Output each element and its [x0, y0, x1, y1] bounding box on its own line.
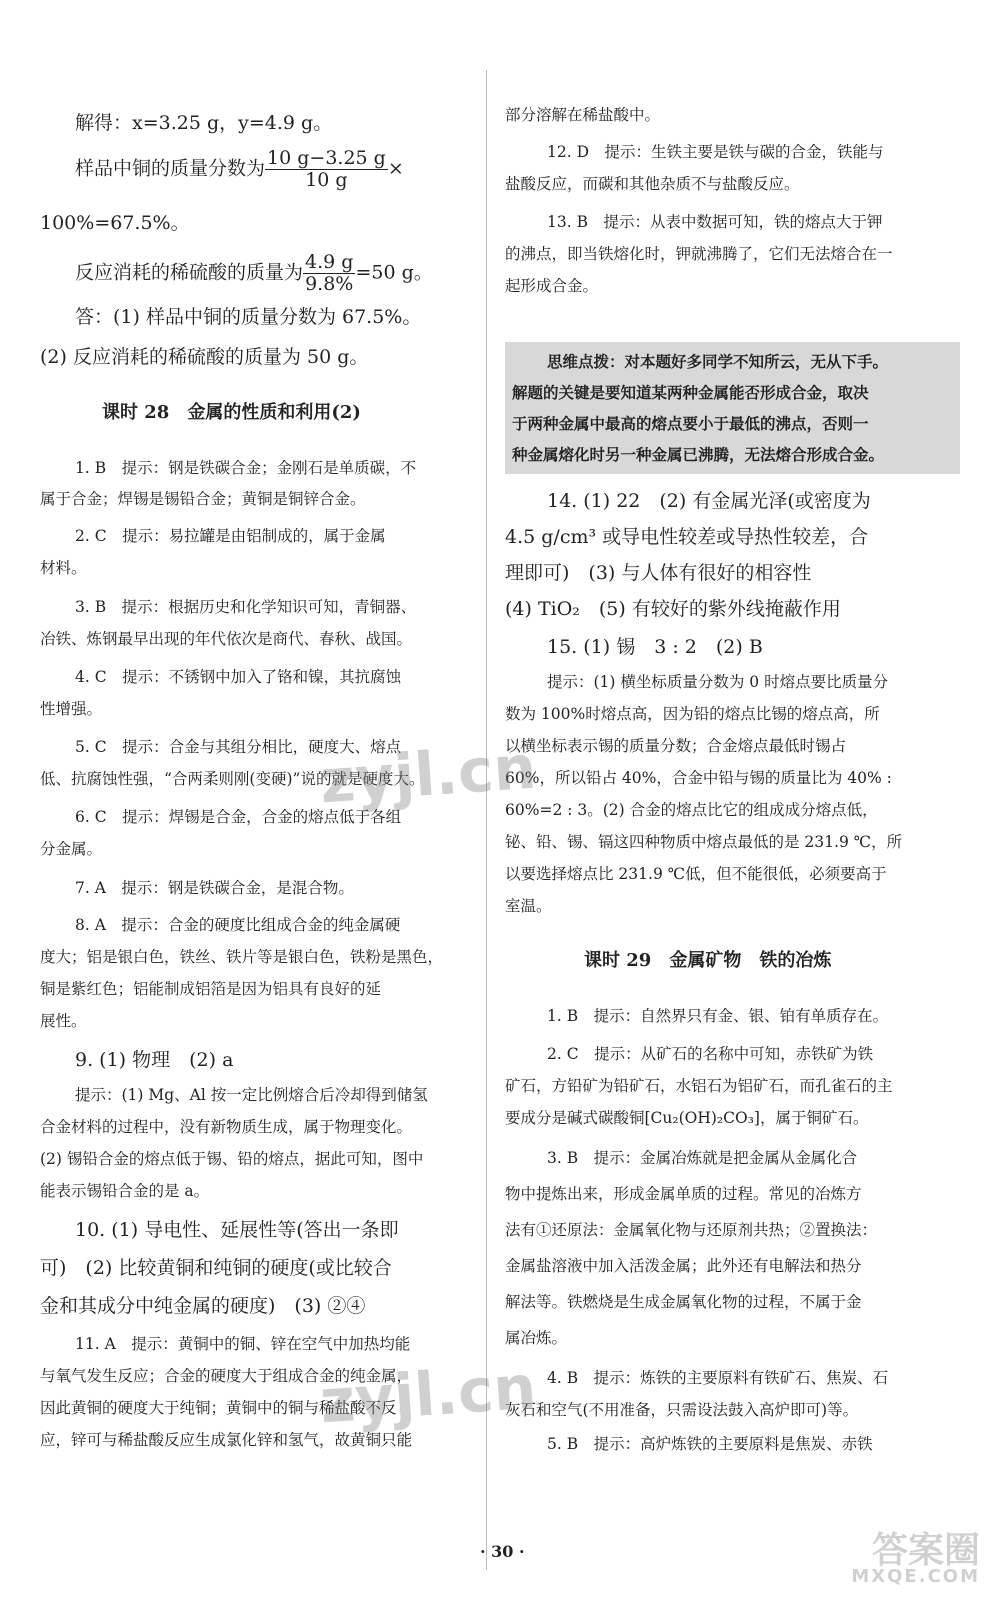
list-item: 理即可) (3) 与人体有很好的相容性 [505, 562, 812, 584]
list-item: 要成分是碱式碳酸铜[Cu₂(OH)₂CO₃]，属于铜矿石。 [505, 1109, 869, 1127]
list-item: 可) (2) 比较黄铜和纯铜的硬度(或比较合 [40, 1257, 392, 1279]
list-item: 2. C 提示：从矿石的名称中可知，赤铁矿为铁 [547, 1045, 874, 1063]
section-title-28: 课时 28 金属的性质和利用(2) [102, 402, 361, 423]
list-item: 部分溶解在稀盐酸中。 [505, 106, 661, 124]
list-item: 5. B 提示：高炉炼铁的主要原料是焦炭、赤铁 [547, 1435, 873, 1453]
list-item: 14. (1) 22 (2) 有金属光泽(或密度为 [547, 490, 871, 512]
list-item: 提示：(1) 横坐标质量分数为 0 时熔点要比质量分 [547, 673, 889, 691]
list-item: 铋、铅、锡、镉这四种物质中熔点最低的是 231.9 ℃，所 [505, 833, 903, 851]
list-item: 应，锌可与稀盐酸反应生成氯化锌和氢气，故黄铜只能 [40, 1431, 413, 1449]
acid-mass-result: =50 g。 [355, 261, 433, 284]
list-item: 10. (1) 导电性、延展性等(答出一条即 [75, 1219, 399, 1241]
logo-title: 答案圈 [871, 1530, 980, 1571]
list-item: 的沸点，即当铁熔化时，钾就沸腾了，它们无法熔合在一 [505, 245, 893, 263]
list-item: 提示：(1) Mg、Al 按一定比例熔合后冷却得到储氢 [75, 1086, 428, 1104]
list-item: 3. B 提示：金属冶炼就是把金属从金属化合 [547, 1149, 858, 1167]
solution-line: 解得：x=3.25 g，y=4.9 g。 [75, 112, 333, 134]
list-item: 13. B 提示：从表中数据可知，铁的熔点大于钾 [547, 213, 883, 231]
acid-mass-line [75, 252, 433, 295]
answer-line-1: 答：(1) 样品中铜的质量分数为 67.5%。 [75, 306, 422, 328]
tip-line: 思维点拨：对本题好多同学不知所云，无从下手。 [547, 352, 889, 371]
list-item: 因此黄铜的硬度大于纯铜；黄铜中的铜与稀盐酸不反 [40, 1399, 397, 1417]
fraction-1-denominator: 10 g [305, 168, 348, 191]
watermark-text: zyjl.cn [317, 732, 539, 818]
list-item: 法有①还原法：金属氧化物与还原剂共热；②置换法： [505, 1221, 878, 1239]
list-item: 矿石，方铅矿为铅矿石，水铝石为铝矿石，而孔雀石的主 [505, 1077, 893, 1095]
list-item: 合金材料的过程中，没有新物质生成，属于物理变化。 [40, 1118, 413, 1136]
list-item: 金属盐溶液中加入活泼金属；此外还有电解法和热分 [505, 1257, 862, 1275]
list-item: 1. B 提示：自然界只有金、银、铂有单质存在。 [547, 1007, 889, 1025]
list-item: 4.5 g/cm³ 或导电性较差或导热性较差，合 [505, 526, 869, 548]
list-item: (4) TiO₂ (5) 有较好的紫外线掩蔽作用 [505, 598, 841, 620]
section-title-29: 课时 29 金属矿物 铁的冶炼 [584, 950, 832, 971]
times-sign: × [387, 157, 404, 180]
answer-line-2: (2) 反应消耗的稀硫酸的质量为 50 g。 [40, 346, 369, 368]
list-item: 度大；铝是银白色，铁丝、铁片等是银白色，铁粉是黑色， [40, 948, 444, 966]
acid-mass-label: 反应消耗的稀硫酸的质量为 [75, 261, 304, 284]
list-item: 以横坐标表示锡的质量分数；合金熔点最低时锡占 [505, 737, 847, 755]
list-item: 属于合金；焊锡是锡铅合金；黄铜是铜锌合金。 [40, 490, 366, 508]
list-item: 9. (1) 物理 (2) a [75, 1049, 234, 1071]
list-item: 材料。 [40, 559, 87, 577]
list-item: 展性。 [40, 1012, 87, 1030]
tip-line: 种金属熔化时另一种金属已沸腾，无法熔合形成合金。 [512, 445, 885, 464]
list-item: 铜是紫红色；铝能制成铝箔是因为铝具有良好的延 [40, 980, 382, 998]
list-item: 2. C 提示：易拉罐是由铝制成的，属于金属 [75, 527, 386, 545]
list-item: 12. D 提示：生铁主要是铁与碳的合金，铁能与 [547, 143, 884, 161]
watermark-text: zyjl.cn [317, 1352, 539, 1438]
fraction-2 [303, 252, 355, 295]
logo-url: MXQE.COM [851, 1566, 980, 1587]
list-item: 起形成合金。 [505, 277, 599, 295]
list-item: 能表示锡铅合金的是 a。 [40, 1182, 210, 1200]
list-item: 分金属。 [40, 840, 103, 858]
list-item: 盐酸反应，而碳和其他杂质不与盐酸反应。 [505, 175, 800, 193]
list-item: 6. C 提示：焊锡是合金，合金的熔点低于各组 [75, 808, 402, 826]
list-item: 7. A 提示：钢是铁碳合金，是混合物。 [75, 879, 354, 897]
list-item: 4. B 提示：炼铁的主要原料有铁矿石、焦炭、石 [547, 1369, 889, 1387]
watermark-logo [770, 1522, 990, 1592]
list-item: 以要选择熔点比 231.9 ℃低，但不能很低，必须要高于 [505, 865, 887, 883]
fraction-2-denominator: 9.8% [305, 272, 354, 295]
mass-fraction-label: 样品中铜的质量分数为 [75, 157, 266, 180]
list-item: 3. B 提示：根据历史和化学知识可知，青铜器、 [75, 598, 417, 616]
list-item: 1. B 提示：钢是铁碳合金；金刚石是单质碳，不 [75, 459, 417, 477]
list-item: 15. (1) 锡 3 : 2 (2) B [547, 636, 763, 658]
tip-line: 解题的关键是要知道某两种金属能否形成合金，取决 [512, 383, 869, 402]
list-item: 11. A 提示：黄铜中的铜、锌在空气中加热均能 [75, 1335, 411, 1353]
list-item: (2) 锡铅合金的熔点低于锡、铅的熔点，据此可知，图中 [40, 1150, 424, 1168]
list-item: 低、抗腐蚀性强，“合两柔则刚(变硬)”说的就是硬度大。 [40, 770, 425, 788]
list-item: 4. C 提示：不锈钢中加入了铬和镍，其抗腐蚀 [75, 668, 402, 686]
list-item: 性增强。 [40, 700, 103, 718]
fraction-1-numerator: 10 g−3.25 g [267, 147, 386, 169]
list-item: 冶铁、炼钢最早出现的年代依次是商代、春秋、战国。 [40, 630, 413, 648]
fraction-2-numerator: 4.9 g [305, 251, 354, 273]
list-item: 5. C 提示：合金与其组分相比，硬度大、熔点 [75, 738, 402, 756]
fraction-1 [265, 148, 388, 191]
page-number: · 30 · [480, 1542, 525, 1561]
list-item: 属冶炼。 [505, 1329, 568, 1347]
list-item: 物中提炼出来，形成金属单质的过程。常见的冶炼方 [505, 1185, 862, 1203]
list-item: 解法等。铁燃烧是生成金属氧化物的过程，不属于金 [505, 1293, 862, 1311]
list-item: 与氧气发生反应；合金的硬度大于组成合金的纯金属， [40, 1367, 413, 1385]
list-item: 60%=2 : 3。(2) 合金的熔点比它的组成成分熔点低， [505, 801, 878, 819]
list-item: 数为 100%时熔点高，因为铅的熔点比锡的熔点高，所 [505, 705, 880, 723]
list-item: 室温。 [505, 897, 552, 915]
tip-line: 于两种金属中最高的熔点要小于最低的沸点，否则一 [512, 414, 869, 433]
mass-fraction-line [75, 148, 404, 191]
list-item: 8. A 提示：合金的硬度比组成合金的纯金属硬 [75, 916, 401, 934]
column-divider [486, 70, 487, 1570]
list-item: 60%，所以铅占 40%，合金中铅与锡的质量比为 40% : [505, 769, 892, 787]
percent-line: 100%=67.5%。 [40, 212, 190, 234]
list-item: 金和其成分中纯金属的硬度) (3) ②④ [40, 1295, 366, 1317]
list-item: 灰石和空气(不用准备，只需设法鼓入高炉即可)等。 [505, 1401, 859, 1419]
